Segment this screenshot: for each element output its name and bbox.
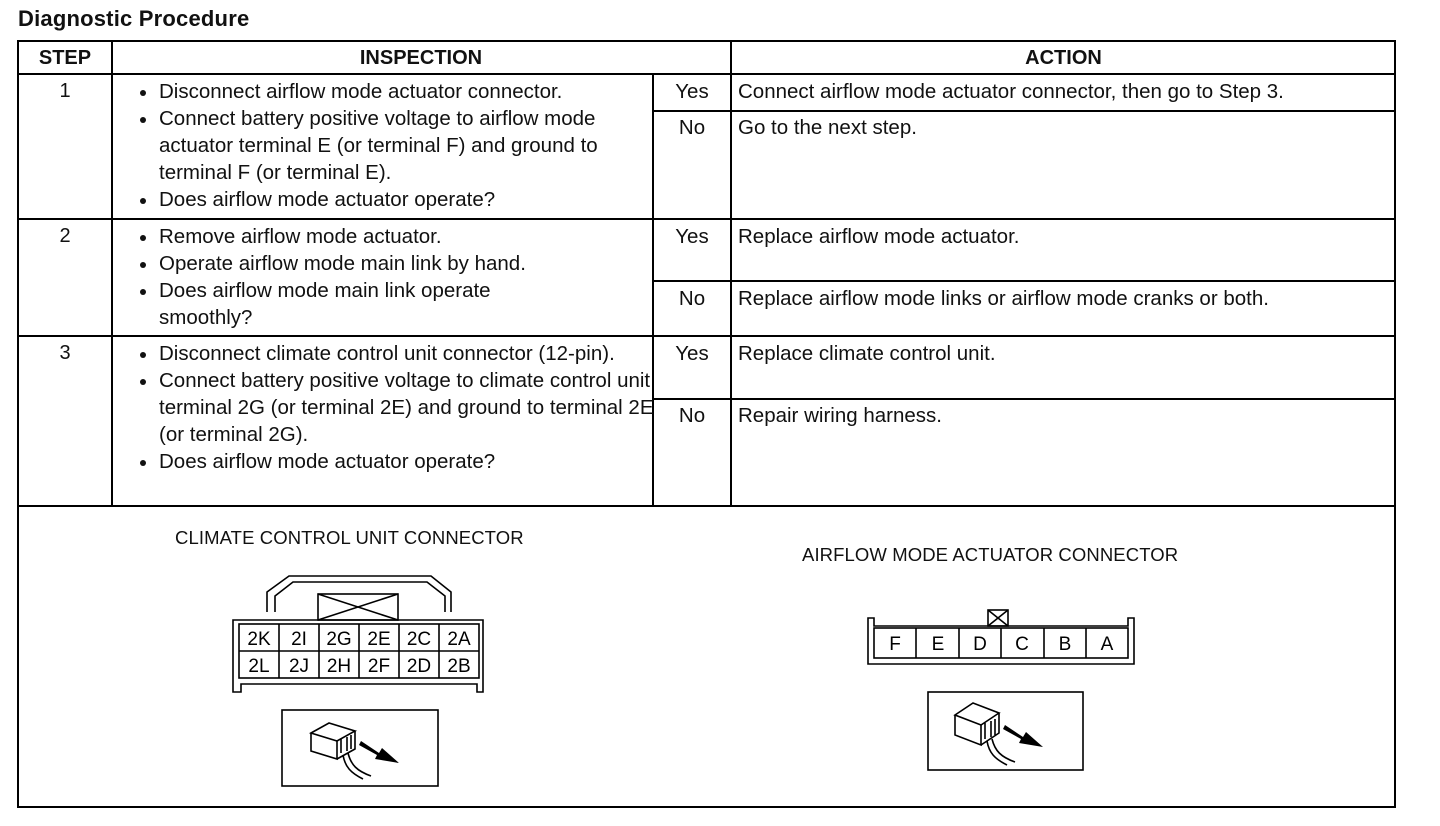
header-step: STEP: [38, 47, 92, 69]
row1-bottom: [19, 218, 1396, 220]
inspection-item: Disconnect climate control unit connector (12-pin).: [129, 340, 629, 367]
climate-pin-label: 2F: [367, 656, 391, 677]
climate-connector-diagram: [219, 572, 519, 702]
yes-label: Yes: [675, 80, 709, 103]
row2-yes-no-divider: [652, 280, 1396, 282]
no-label: No: [678, 116, 706, 139]
yes-action: Replace climate control unit.: [738, 342, 996, 365]
header-action: ACTION: [1025, 47, 1102, 69]
inspection-list: [129, 78, 659, 213]
step-column-divider: [111, 42, 113, 507]
airflow-pin-label: C: [1015, 634, 1029, 655]
inspection-list: [129, 340, 659, 475]
no-action: Repair wiring harness.: [738, 404, 942, 427]
step-number: 3: [59, 342, 71, 364]
climate-pin-label: 2H: [326, 656, 352, 677]
climate-pin-label: 2A: [447, 629, 471, 650]
climate-pin-label: 2J: [288, 656, 310, 677]
harness-side-view-icon: [281, 709, 439, 787]
step-number: 1: [59, 80, 71, 102]
header-inspection: INSPECTION: [359, 47, 483, 69]
inspection-item: Remove airflow mode actuator.: [129, 223, 659, 250]
airflow-pin-label: B: [1058, 634, 1072, 655]
inspection-item: Does airflow mode main link operate smoothly?: [129, 277, 579, 331]
inspection-item: Does airflow mode actuator operate?: [129, 448, 659, 475]
climate-pin-label: 2D: [406, 656, 432, 677]
climate-pin-label: 2G: [326, 629, 352, 650]
yes-label: Yes: [675, 225, 709, 248]
airflow-pin-label: F: [889, 634, 901, 655]
yes-label: Yes: [675, 342, 709, 365]
climate-pin-label: 2K: [247, 629, 271, 650]
inspection-item: Connect battery positive voltage to airflow mode actuator terminal E (or terminal F) and ground to terminal F (or terminal E).: [129, 105, 659, 186]
no-action: Go to the next step.: [738, 116, 917, 139]
page-title: Diagnostic Procedure: [18, 6, 250, 31]
no-label: No: [678, 287, 706, 310]
no-label: No: [678, 404, 706, 427]
inspection-item: Operate airflow mode main link by hand.: [129, 250, 659, 277]
yes-action: Connect airflow mode actuator connector, then go to Step 3.: [738, 80, 1284, 103]
inspection-item: Disconnect airflow mode actuator connector.: [129, 78, 659, 105]
no-action: Replace airflow mode links or airflow mode cranks or both.: [738, 287, 1269, 310]
climate-pin-label: 2L: [248, 656, 270, 677]
climate-pin-label: 2I: [291, 629, 307, 650]
airflow-connector-diagram: [864, 602, 1144, 672]
action-column-divider: [730, 42, 732, 507]
harness-side-view-icon: [927, 691, 1084, 771]
airflow-pin-label: A: [1100, 634, 1114, 655]
row3-bottom: [19, 505, 1396, 507]
inspection-item: Does airflow mode actuator operate?: [129, 186, 659, 213]
procedure-table: [17, 40, 1396, 808]
climate-pin-label: 2E: [367, 629, 391, 650]
yes-action: Replace airflow mode actuator.: [738, 225, 1020, 248]
row2-bottom: [19, 335, 1396, 337]
row1-yes-no-divider: [652, 110, 1396, 112]
climate-pin-label: 2C: [406, 629, 432, 650]
climate-connector-label: CLIMATE CONTROL UNIT CONNECTOR: [175, 527, 524, 548]
header-divider: [19, 73, 1396, 75]
inspection-list: [129, 223, 659, 331]
step-number: 2: [59, 225, 71, 247]
airflow-pin-label: D: [973, 634, 987, 655]
inspection-item: Connect battery positive voltage to climate control unit terminal 2G (or terminal 2E) and ground to terminal 2E (or terminal 2G).: [129, 367, 659, 448]
airflow-pin-label: E: [931, 634, 945, 655]
row3-yes-no-divider: [652, 398, 1396, 400]
climate-pin-label: 2B: [447, 656, 471, 677]
airflow-connector-label: AIRFLOW MODE ACTUATOR CONNECTOR: [802, 544, 1179, 565]
